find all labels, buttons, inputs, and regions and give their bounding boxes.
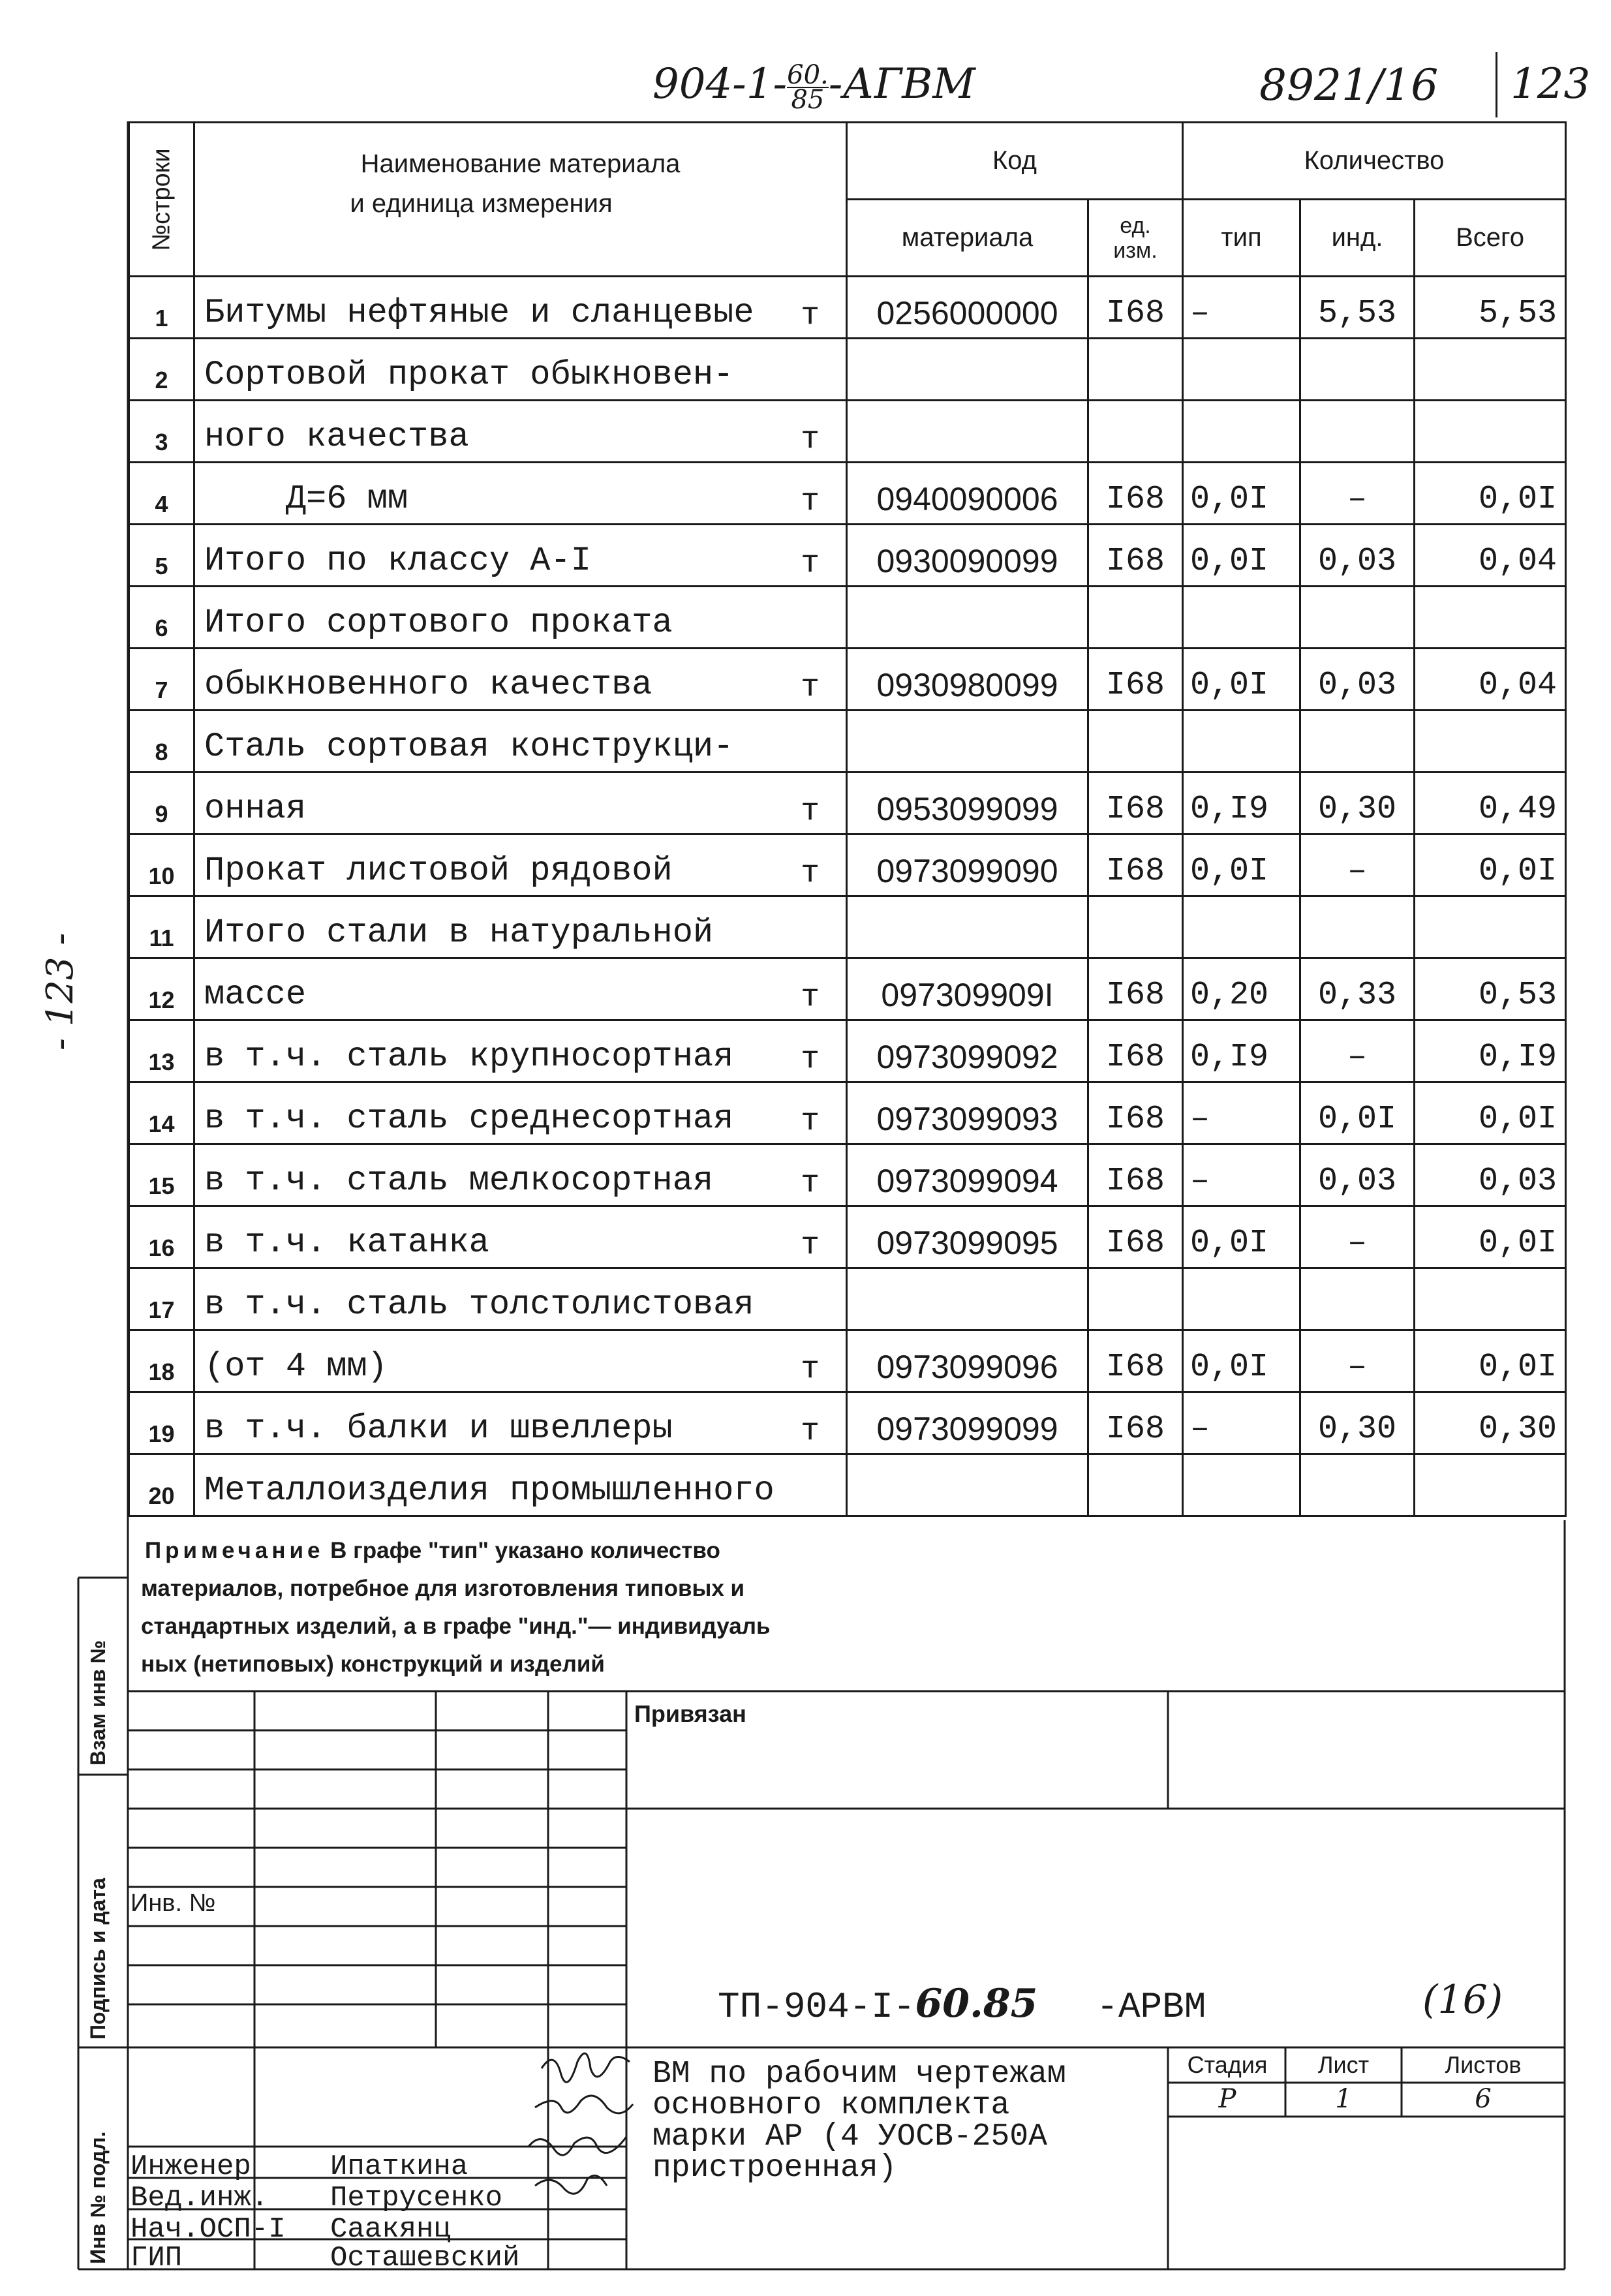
row-name-text: в т.ч. балки и швеллеры — [204, 1409, 673, 1448]
sheets-value: 6 — [1475, 2084, 1492, 2114]
row-code: 0973099096 — [847, 1330, 1088, 1392]
row-number: 16 — [129, 1206, 194, 1268]
signer-role: Нач.ОСП-I — [130, 2213, 286, 2246]
row-number: 19 — [129, 1392, 194, 1454]
row-name-text: в т.ч. сталь мелкосортная — [204, 1161, 714, 1200]
row-code: 0973099099 — [847, 1392, 1088, 1454]
row-number: 6 — [129, 587, 194, 649]
note-label: Примечание — [145, 1538, 324, 1563]
doc-code-suffix: -АРВМ — [1096, 1986, 1206, 2028]
row-uom: I68 — [1088, 1206, 1183, 1268]
row-unit: т — [801, 980, 820, 1015]
col-row-no-label: №строки — [147, 147, 175, 251]
row-unit: т — [801, 1166, 820, 1201]
project-code-prefix: 904-1- — [652, 60, 788, 108]
row-unit: т — [801, 298, 820, 333]
signer-role: Вед.инж. — [130, 2182, 269, 2214]
signer-name: Петрусенко — [330, 2182, 503, 2214]
row-number: 4 — [129, 463, 194, 525]
row-uom: I68 — [1088, 1144, 1183, 1206]
row-ind: – — [1300, 1206, 1415, 1268]
row-name-text: массе — [204, 975, 307, 1014]
row-number: 7 — [129, 649, 194, 711]
row-ind: – — [1300, 1020, 1415, 1082]
stage-label: Стадия — [1187, 2051, 1268, 2078]
row-uom: I68 — [1088, 1020, 1183, 1082]
row-typ: 0,0I — [1183, 649, 1300, 711]
row-name-text: Металлоизделия промышленного — [204, 1471, 775, 1510]
sheet-value: 1 — [1335, 2084, 1352, 2114]
signer-role: ГИП — [130, 2242, 183, 2274]
row-name-text: в т.ч. катанка — [204, 1223, 489, 1262]
col-ind: инд. — [1300, 200, 1415, 277]
row-total: 0,03 — [1415, 1144, 1566, 1206]
note-text-1: В графе "тип" указано количество — [324, 1538, 720, 1563]
row-uom: I68 — [1088, 1330, 1183, 1392]
col-total: Всего — [1415, 200, 1566, 277]
row-typ: 0,20 — [1183, 958, 1300, 1020]
row-uom: I68 — [1088, 1082, 1183, 1144]
row-typ: – — [1183, 1082, 1300, 1144]
doc-code-prefix: ТП-904-I- — [718, 1986, 915, 2028]
row-ind: 0,33 — [1300, 958, 1415, 1020]
row-number: 9 — [129, 773, 194, 834]
row-total: 0,0I — [1415, 463, 1566, 525]
row-total: 5,53 — [1415, 277, 1566, 339]
row-total: 0,30 — [1415, 1392, 1566, 1454]
col-unit-label-2: изм. — [1113, 237, 1158, 263]
description-line-3: марки АР (4 УОСВ-250А — [652, 2119, 1047, 2154]
side-label-podpis-data: Подпись и дата — [86, 1878, 110, 2040]
row-typ: – — [1183, 277, 1300, 339]
row-code: 0973099090 — [847, 834, 1088, 896]
description-line-1: ВМ по рабочим чертежам — [652, 2057, 1066, 2092]
row-uom: I68 — [1088, 773, 1183, 834]
row-number: 1 — [129, 277, 194, 339]
doc-number: 8921/16 — [1259, 60, 1439, 110]
row-number: 10 — [129, 834, 194, 896]
row-number: 11 — [129, 896, 194, 958]
row-unit: т — [801, 670, 820, 705]
row-uom: I68 — [1088, 958, 1183, 1020]
inv-no-label: Инв. № — [130, 1890, 216, 1917]
sheet-label: Лист — [1317, 2051, 1370, 2078]
signer-name: Осташевский — [330, 2242, 520, 2274]
row-code: 0973099095 — [847, 1206, 1088, 1268]
note-text-2: материалов, потребное для изготовления типовых и — [141, 1576, 745, 1601]
row-total: 0,04 — [1415, 649, 1566, 711]
row-total: 0,49 — [1415, 773, 1566, 834]
row-number: 8 — [129, 711, 194, 773]
row-ind: 0,0I — [1300, 1082, 1415, 1144]
row-number: 2 — [129, 339, 194, 401]
project-code-fraction-top: 60. — [787, 59, 829, 90]
row-code: 0930090099 — [847, 525, 1088, 587]
side-page-number: - 123 - — [39, 932, 82, 1050]
signatures-icon — [522, 2049, 666, 2271]
col-name-label-1: Наименование материала — [360, 149, 681, 178]
row-number: 15 — [129, 1144, 194, 1206]
row-ind: 5,53 — [1300, 277, 1415, 339]
row-uom: I68 — [1088, 1392, 1183, 1454]
row-number: 12 — [129, 958, 194, 1020]
row-name-text: Итого сортового проката — [204, 604, 673, 642]
sheet-number: (16) — [1422, 1977, 1503, 2023]
row-name-text: Итого по классу А-I — [204, 542, 591, 580]
row-ind: – — [1300, 463, 1415, 525]
row-number: 3 — [129, 401, 194, 463]
row-unit: т — [801, 422, 820, 457]
row-name-text: Сталь сортовая конструкци- — [204, 727, 734, 766]
signer-role: Инженер — [130, 2151, 251, 2183]
page-number: 123 — [1511, 60, 1591, 108]
row-typ: 0,0I — [1183, 834, 1300, 896]
signer-name: Саакянц — [330, 2213, 451, 2246]
stage-value: Р — [1218, 2084, 1236, 2114]
row-number: 17 — [129, 1268, 194, 1330]
side-label-inv-podl: Инв № подл. — [86, 2131, 110, 2264]
description-line-4: пристроенная) — [652, 2151, 897, 2186]
row-name-text: Д=6 мм — [204, 480, 408, 518]
project-code-fraction-bottom: 85 — [791, 84, 825, 115]
row-number: 5 — [129, 525, 194, 587]
doc-code-hand: 60.85 — [915, 1981, 1038, 2027]
row-code: 0973099092 — [847, 1020, 1088, 1082]
row-unit: т — [801, 1042, 820, 1077]
row-ind: 0,30 — [1300, 773, 1415, 834]
row-unit: т — [801, 546, 820, 581]
row-uom: I68 — [1088, 834, 1183, 896]
row-uom: I68 — [1088, 649, 1183, 711]
col-code-group: Код — [847, 123, 1183, 200]
col-unit-label-1: ед. — [1120, 213, 1151, 238]
row-ind: 0,03 — [1300, 525, 1415, 587]
project-code-suffix: -АГВМ — [828, 60, 975, 108]
row-name-text: обыкновенного качества — [204, 666, 652, 704]
row-uom: I68 — [1088, 525, 1183, 587]
row-code: 0930980099 — [847, 649, 1088, 711]
row-ind: – — [1300, 834, 1415, 896]
row-typ: 0,0I — [1183, 1206, 1300, 1268]
row-number: 18 — [129, 1330, 194, 1392]
row-name-text: (от 4 мм) — [204, 1347, 388, 1386]
row-unit: т — [801, 856, 820, 891]
row-unit: т — [801, 1352, 820, 1387]
row-number: 14 — [129, 1082, 194, 1144]
row-unit: т — [801, 1228, 820, 1263]
row-typ: 0,0I — [1183, 525, 1300, 587]
side-label-vzam-inv: Взам инв № — [86, 1640, 110, 1766]
row-typ: 0,I9 — [1183, 1020, 1300, 1082]
row-unit: т — [801, 794, 820, 829]
row-uom: I68 — [1088, 463, 1183, 525]
description-line-2: основного комплекта — [652, 2088, 1010, 2123]
row-typ: 0,0I — [1183, 1330, 1300, 1392]
row-name-text: Битумы нефтяные и сланцевые — [204, 294, 754, 332]
row-total: 0,04 — [1415, 525, 1566, 587]
row-ind: 0,03 — [1300, 1144, 1415, 1206]
privyazan-label: Привязан — [634, 1700, 746, 1727]
row-unit: т — [801, 1104, 820, 1139]
row-number: 20 — [129, 1454, 194, 1516]
row-name-text: онная — [204, 789, 307, 828]
row-code: 097309909I — [847, 958, 1088, 1020]
col-typ: тип — [1183, 200, 1300, 277]
row-name-text: ного качества — [204, 418, 469, 456]
row-code: 0940090006 — [847, 463, 1088, 525]
row-code: 0256000000 — [847, 277, 1088, 339]
note-text-3: стандартных изделий, а в графе "инд."— индивидуаль — [141, 1614, 771, 1639]
row-total: 0,0I — [1415, 834, 1566, 896]
row-total: 0,0I — [1415, 1206, 1566, 1268]
row-unit: т — [801, 484, 820, 519]
row-unit: т — [801, 1414, 820, 1449]
row-number: 13 — [129, 1020, 194, 1082]
row-name-text: в т.ч. сталь толстолистовая — [204, 1285, 754, 1324]
row-total: 0,53 — [1415, 958, 1566, 1020]
row-typ: 0,0I — [1183, 463, 1300, 525]
doc-code — [718, 1981, 1206, 2028]
row-total: 0,0I — [1415, 1082, 1566, 1144]
row-name-text: в т.ч. сталь крупносортная — [204, 1037, 734, 1076]
row-ind: 0,03 — [1300, 649, 1415, 711]
row-name-text: Прокат листовой рядовой — [204, 851, 673, 890]
row-name-text: Итого стали в натуральной — [204, 913, 714, 952]
row-typ: – — [1183, 1144, 1300, 1206]
signer-name: Ипаткина — [330, 2151, 468, 2183]
note-text-4: ных (нетиповых) конструкций и изделий — [141, 1651, 605, 1677]
row-typ: – — [1183, 1392, 1300, 1454]
col-qty-group: Количество — [1183, 123, 1566, 200]
col-name-label-2: и единица измерения — [350, 189, 613, 218]
row-total: 0,0I — [1415, 1330, 1566, 1392]
sheets-label: Листов — [1445, 2051, 1522, 2078]
row-code: 0973099094 — [847, 1144, 1088, 1206]
row-typ: 0,I9 — [1183, 773, 1300, 834]
row-name-text: в т.ч. сталь среднесортная — [204, 1099, 734, 1138]
row-name-text: Сортовой прокат обыкновен- — [204, 356, 734, 394]
row-code: 0973099093 — [847, 1082, 1088, 1144]
row-ind: – — [1300, 1330, 1415, 1392]
col-material: материала — [847, 200, 1088, 277]
row-uom: I68 — [1088, 277, 1183, 339]
row-code: 0953099099 — [847, 773, 1088, 834]
row-ind: 0,30 — [1300, 1392, 1415, 1454]
row-total: 0,I9 — [1415, 1020, 1566, 1082]
